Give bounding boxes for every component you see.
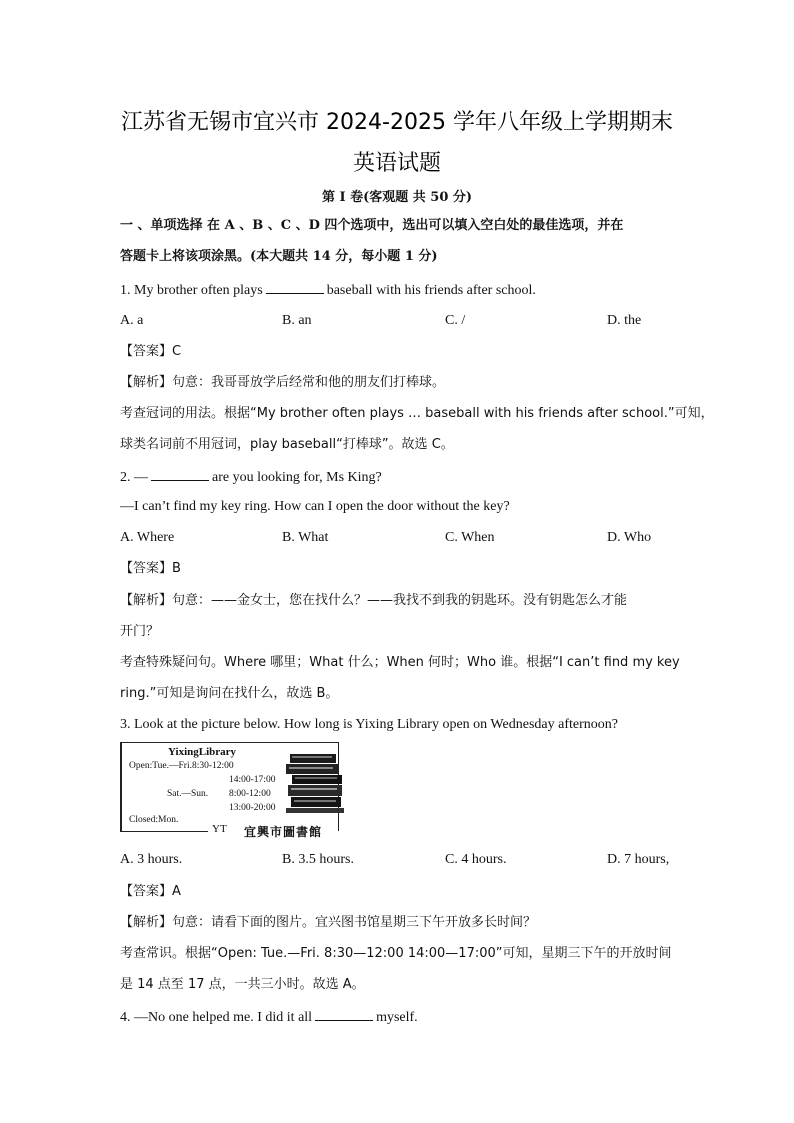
q4-blank bbox=[315, 1006, 373, 1021]
instructions-line2: 答题卡上将该项涂黑。(本大题共 14 分，每小题 1 分) bbox=[120, 249, 438, 264]
q2-stem-start: 2. — bbox=[120, 470, 148, 485]
library-name: YixingLibrary bbox=[168, 746, 237, 758]
exam-title-line1: 江苏省无锡市宜兴市 2024-2025 学年八年级上学期期末 bbox=[121, 110, 673, 135]
q1-stem-start: 1. My brother often plays bbox=[120, 283, 263, 298]
hours-row-weekend-days: Sat.—Sun. bbox=[167, 789, 209, 799]
q3-analysis-line1: 【解析】句意：请看下面的图片。宜兴图书馆星期三下午开放多长时间？ bbox=[120, 915, 537, 930]
q3-option-c: C. 4 hours. bbox=[445, 852, 507, 867]
q1-option-c: C. / bbox=[445, 313, 466, 328]
q1-analysis-line3: 球类名词前不用冠词，play baseball“打棒球”。故选 C。 bbox=[120, 437, 454, 452]
q2-analysis-line3: 考查特殊疑问句。Where 哪里；What 什么；When 何时；Who 谁。根据“I can’t find my key bbox=[120, 655, 680, 670]
closed-day: Closed:Mon. bbox=[129, 815, 179, 825]
q2-analysis-line4: ring.”可知是询问在找什么，故选 B。 bbox=[120, 686, 339, 701]
q2-stem-end: are you looking for, Ms King? bbox=[212, 470, 382, 485]
q4-stem bbox=[120, 1006, 680, 1028]
q1-analysis-line2: 考查冠词的用法。根据“My brother often plays … baseball with his friends after school.”可知， bbox=[120, 406, 714, 421]
library-hours-notice bbox=[120, 740, 360, 839]
q3-analysis-line3: 是 14 点至 17 点，一共三小时。故选 A。 bbox=[120, 977, 365, 992]
q3-answer: 【答案】A bbox=[120, 884, 181, 899]
book-stack-icon bbox=[286, 750, 346, 814]
hours-row-weekday-morning: Open:Tue.—Fri.8:30-12:00 bbox=[129, 761, 234, 771]
library-seal-text: 宜興市圖書館 bbox=[244, 825, 323, 839]
q1-blank bbox=[266, 279, 324, 294]
q1-option-b: B. an bbox=[282, 313, 312, 328]
section-heading: 第 I 卷(客观题 共 50 分) bbox=[321, 190, 473, 205]
exam-title-line2: 英语试题 bbox=[352, 151, 441, 176]
notice-bottom-rule bbox=[120, 831, 208, 832]
q4-stem-start: 4. —No one helped me. I did it all bbox=[120, 1010, 313, 1025]
instructions-line1: 一 、单项选择 在 A 、B 、C 、D 四个选项中，选出可以填入空白处的最佳选项，并在 bbox=[120, 218, 624, 233]
q3-analysis-line2: 考查常识。根据“Open: Tue.—Fri. 8:30—12:00 14:00—17:00”可知，星期三下午的开放时间 bbox=[120, 946, 672, 961]
q1-option-d: D. the bbox=[607, 313, 642, 328]
q4-stem-end: myself. bbox=[376, 1010, 418, 1025]
q1-analysis-line1: 【解析】句意：我哥哥放学后经常和他的朋友们打棒球。 bbox=[120, 375, 446, 390]
q2-option-c: C. When bbox=[445, 530, 495, 545]
q1-answer: 【答案】C bbox=[120, 344, 182, 359]
q2-option-d: D. Who bbox=[607, 530, 652, 545]
hours-row-weekend-morning: 8:00-12:00 bbox=[229, 789, 271, 799]
q3-option-b: B. 3.5 hours. bbox=[282, 852, 354, 867]
q2-stem bbox=[120, 466, 680, 488]
q1-stem bbox=[120, 279, 680, 301]
q3-option-d: D. 7 hours, bbox=[607, 852, 670, 867]
library-logo-yt: YT bbox=[212, 823, 227, 835]
hours-row-weekend-afternoon: 13:00-20:00 bbox=[229, 803, 276, 813]
q2-answer: 【答案】B bbox=[120, 561, 181, 576]
hours-row-weekday-afternoon: 14:00-17:00 bbox=[229, 775, 276, 785]
q3-option-a: A. 3 hours. bbox=[120, 852, 183, 867]
q2-blank bbox=[151, 466, 209, 481]
q2-option-b: B. What bbox=[282, 530, 329, 545]
q2-analysis-line1: 【解析】句意：——金女士，您在找什么？——我找不到我的钥匙环。没有钥匙怎么才能 bbox=[120, 593, 628, 608]
q1-option-a: A. a bbox=[120, 313, 144, 328]
q3-stem: 3. Look at the picture below. How long is Yixing Library open on Wednesday afternoon? bbox=[120, 717, 618, 732]
q1-stem-end: baseball with his friends after school. bbox=[326, 283, 536, 298]
q2-stem-line2: —I can’t find my key ring. How can I open the door without the key? bbox=[120, 499, 510, 514]
q2-option-a: A. Where bbox=[120, 530, 175, 545]
q2-analysis-line2: 开门？ bbox=[120, 624, 160, 639]
